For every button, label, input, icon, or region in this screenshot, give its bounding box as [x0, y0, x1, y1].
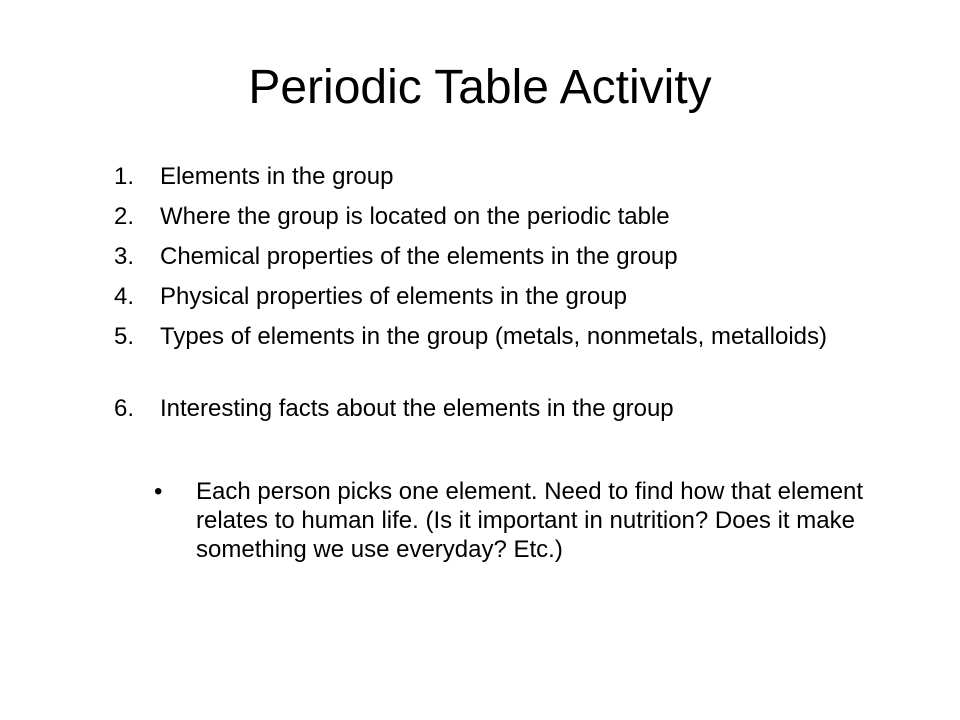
list-item-text: Elements in the group — [160, 163, 394, 190]
list-item-number: 5. — [114, 323, 135, 350]
list-item-number: 2. — [114, 203, 135, 230]
list-item-text: Types of elements in the group (metals, nonmetals, metalloids) — [160, 323, 827, 350]
list-item-number: 6. — [114, 395, 135, 422]
list-item-text: Interesting facts about the elements in the group — [160, 395, 674, 422]
list-item-number: 3. — [114, 243, 135, 270]
list-item-text: Chemical properties of the elements in the group — [160, 243, 678, 270]
list-item-number: 1. — [114, 163, 135, 190]
list-item-number: 4. — [114, 283, 135, 310]
bullet-glyph: • — [154, 478, 163, 505]
bullet-item — [154, 477, 904, 564]
slide-title: Periodic Table Activity — [248, 61, 712, 114]
list-item-text: Where the group is located on the periodic table — [160, 203, 670, 230]
list-item-text: Physical properties of elements in the group — [160, 283, 627, 310]
bullet-list — [114, 477, 904, 564]
bullet-item-text: Each person picks one element. Need to find how that element relates to human life. (Is it important in nutrition? Does it make something we use everyday? Etc.) — [196, 478, 864, 563]
